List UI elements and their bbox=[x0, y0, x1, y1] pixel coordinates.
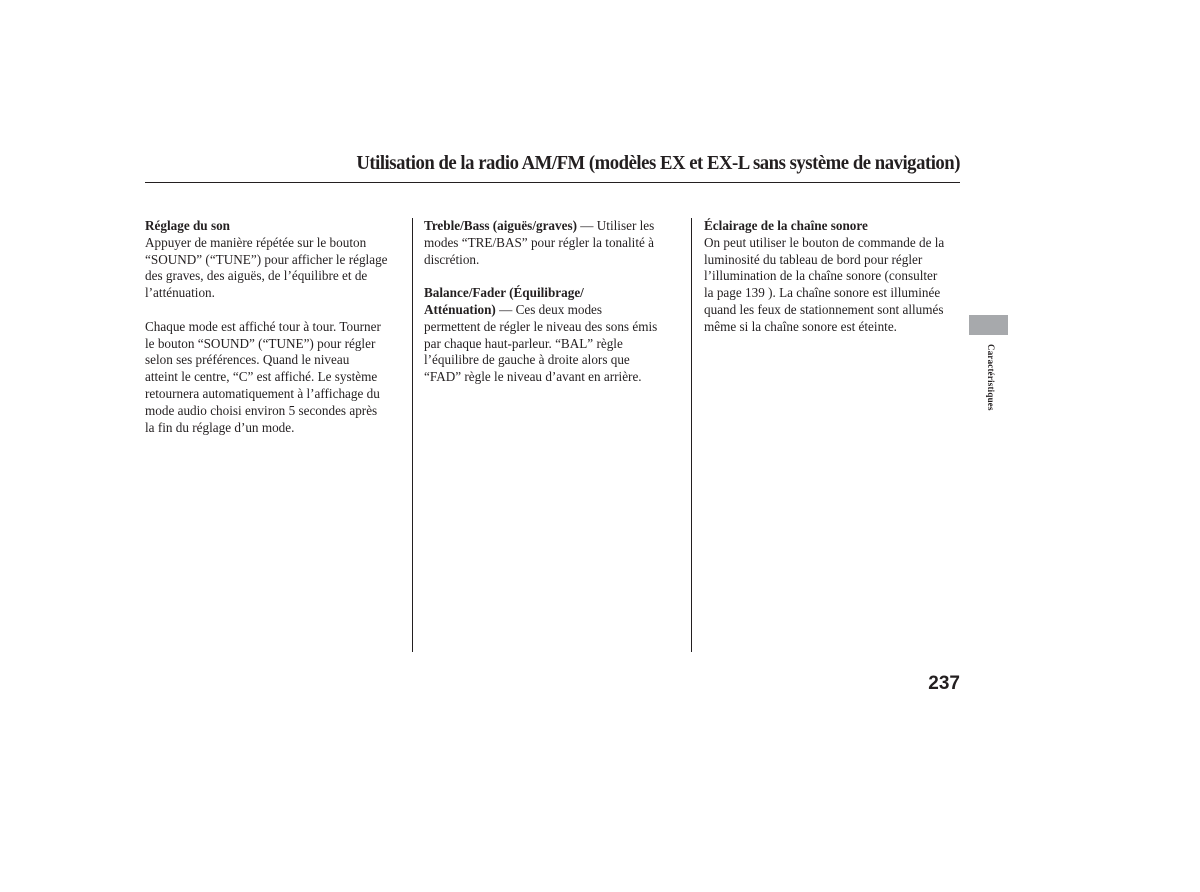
paragraph-line: On peut utiliser le bouton de commande de la bbox=[704, 234, 945, 250]
page-number: 237 bbox=[928, 673, 960, 694]
column-divider-left bbox=[412, 218, 413, 652]
paragraph-line: le bouton “SOUND” (“TUNE”) pour régler bbox=[145, 335, 376, 351]
paragraph-gap bbox=[145, 302, 407, 319]
column-treble-balance bbox=[424, 218, 686, 386]
em-dash: — bbox=[495, 301, 516, 317]
paragraph-line: mode audio choisi environ 5 secondes après bbox=[145, 402, 378, 418]
paragraph-line: la fin du réglage d’un mode. bbox=[145, 419, 295, 435]
paragraph-line: atteint le centre, “C” est affiché. Le système bbox=[145, 369, 378, 385]
paragraph-line-balance-heading bbox=[424, 302, 686, 319]
paragraph-line: retournera automatiquement à l’affichage du bbox=[145, 385, 380, 401]
section-thumb-tab bbox=[969, 315, 1008, 335]
paragraph-line: par chaque haut-parleur. “BAL” règle bbox=[424, 335, 623, 351]
paragraph-line: Appuyer de manière répétée sur le bouton bbox=[145, 234, 367, 250]
paragraph-line: selon ses préférences. Quand le niveau bbox=[145, 352, 350, 368]
section-heading-sound-settings: Réglage du son bbox=[145, 218, 230, 233]
paragraph-line: “FAD” règle le niveau d’avant en arrière. bbox=[424, 369, 642, 385]
column-divider-right bbox=[691, 218, 692, 652]
paragraph-line: même si la chaîne sonore est éteinte. bbox=[704, 318, 897, 334]
paragraph-line: “SOUND” (“TUNE”) pour afficher le réglage bbox=[145, 251, 388, 267]
paragraph-line: modes “TRE/BAS” pour régler la tonalité à bbox=[424, 234, 654, 250]
title-rule bbox=[145, 182, 960, 183]
paragraph-line: permettent de régler le niveau des sons émis bbox=[424, 318, 658, 334]
paragraph-text: Ces deux modes bbox=[515, 301, 603, 317]
section-heading-balance-fader: Balance/Fader (Équilibrage/ bbox=[424, 285, 584, 301]
section-label: Caractéristiques bbox=[986, 344, 996, 411]
paragraph-line: des graves, des aiguës, de l’équilibre et de bbox=[145, 268, 368, 284]
section-heading-attenuation: Atténuation) bbox=[424, 301, 496, 317]
paragraph-line: l’illumination de la chaîne sonore (consulter bbox=[704, 268, 938, 284]
column-audio-lighting bbox=[704, 218, 966, 336]
page-title: Utilisation de la radio AM/FM (modèles EX et EX-L sans système de navigation) bbox=[356, 153, 960, 174]
paragraph-line: quand les feux de stationnement sont allumés bbox=[704, 301, 944, 317]
section-heading-audio-lighting: Éclairage de la chaîne sonore bbox=[704, 218, 868, 233]
section-heading-treble-bass: Treble/Bass (aiguës/graves) bbox=[424, 218, 577, 233]
paragraph-line: la page 139 ). La chaîne sonore est illuminée bbox=[704, 285, 941, 301]
paragraph-line: discrétion. bbox=[424, 251, 480, 267]
paragraph-line: luminosité du tableau de bord pour régler bbox=[704, 251, 923, 267]
paragraph-line: l’équilibre de gauche à droite alors que bbox=[424, 352, 630, 368]
paragraph-line-treble-heading bbox=[424, 218, 686, 235]
paragraph-text: Utiliser les bbox=[596, 218, 655, 233]
column-sound-settings bbox=[145, 218, 407, 436]
paragraph-line: Chaque mode est affiché tour à tour. Tourner bbox=[145, 318, 381, 334]
paragraph-gap bbox=[424, 268, 686, 285]
paragraph-line: l’atténuation. bbox=[145, 285, 215, 301]
em-dash: — bbox=[577, 218, 597, 233]
